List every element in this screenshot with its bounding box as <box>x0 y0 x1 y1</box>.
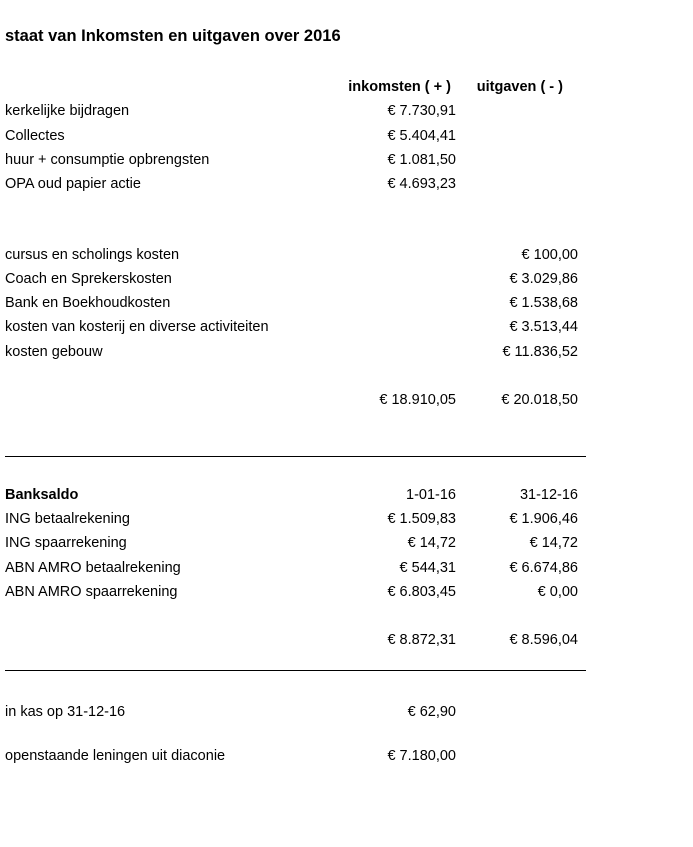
bank-account-label: ABN AMRO spaarrekening <box>5 584 178 600</box>
separator-line <box>5 456 586 457</box>
expense-amount: € 11.836,52 <box>502 344 578 360</box>
bank-header-row <box>0 485 693 505</box>
expense-label: Bank en Boekhoudkosten <box>5 295 171 311</box>
income-row <box>0 150 693 170</box>
expenses-header: uitgaven ( - ) <box>476 79 563 95</box>
bank-date-start: 1-01-16 <box>406 487 456 503</box>
expense-row <box>0 293 693 313</box>
expenses-total: € 20.018,50 <box>501 392 578 408</box>
income-amount: € 1.081,50 <box>387 152 456 168</box>
bank-start-balance: € 1.509,83 <box>387 511 456 527</box>
expense-row <box>0 245 693 265</box>
bank-end-balance: € 1.906,46 <box>509 511 578 527</box>
income-row <box>0 101 693 121</box>
expense-amount: € 1.538,68 <box>509 295 578 311</box>
income-total: € 18.910,05 <box>379 392 456 408</box>
loans-label: openstaande leningen uit diaconie <box>5 748 226 764</box>
expense-label: Coach en Sprekerskosten <box>5 271 172 287</box>
cash-amount: € 62,90 <box>407 704 456 720</box>
bank-end-balance: € 14,72 <box>529 535 578 551</box>
bank-account-row <box>0 509 693 529</box>
loans-row <box>0 746 693 766</box>
bank-account-row <box>0 582 693 602</box>
expense-row <box>0 317 693 337</box>
income-label: kerkelijke bijdragen <box>5 103 130 119</box>
income-amount: € 5.404,41 <box>387 128 456 144</box>
bank-account-label: ABN AMRO betaalrekening <box>5 560 181 576</box>
bank-heading: Banksaldo <box>5 487 79 503</box>
expense-label: kosten van kosterij en diverse activiteiten <box>5 319 269 335</box>
bank-account-row <box>0 558 693 578</box>
bank-account-label: ING betaalrekening <box>5 511 130 527</box>
expense-label: cursus en scholings kosten <box>5 247 180 263</box>
income-row <box>0 174 693 194</box>
bank-account-label: ING spaarrekening <box>5 535 127 551</box>
bank-totals-row <box>0 630 693 650</box>
totals-row <box>0 390 693 410</box>
column-headers <box>0 77 693 97</box>
separator-line <box>5 670 586 671</box>
bank-start-balance: € 544,31 <box>399 560 456 576</box>
page-title: staat van Inkomsten en uitgaven over 2016 <box>5 27 341 45</box>
bank-date-end: 31-12-16 <box>519 487 578 503</box>
expense-amount: € 100,00 <box>521 247 578 263</box>
bank-end-balance: € 0,00 <box>537 584 578 600</box>
bank-account-row <box>0 533 693 553</box>
income-amount: € 4.693,23 <box>387 176 456 192</box>
income-label: huur + consumptie opbrengsten <box>5 152 210 168</box>
income-label: Collectes <box>5 128 65 144</box>
bank-total-end: € 8.596,04 <box>509 632 578 648</box>
income-amount: € 7.730,91 <box>387 103 456 119</box>
bank-end-balance: € 6.674,86 <box>509 560 578 576</box>
expense-row <box>0 342 693 362</box>
cash-row <box>0 702 693 722</box>
expense-label: kosten gebouw <box>5 344 103 360</box>
expense-row <box>0 269 693 289</box>
income-header: inkomsten ( + ) <box>348 79 451 95</box>
expense-amount: € 3.029,86 <box>509 271 578 287</box>
bank-total-start: € 8.872,31 <box>387 632 456 648</box>
expense-amount: € 3.513,44 <box>509 319 578 335</box>
bank-start-balance: € 14,72 <box>407 535 456 551</box>
cash-label: in kas op 31-12-16 <box>5 704 126 720</box>
loans-amount: € 7.180,00 <box>387 748 456 764</box>
income-row <box>0 126 693 146</box>
bank-start-balance: € 6.803,45 <box>387 584 456 600</box>
income-label: OPA oud papier actie <box>5 176 141 192</box>
